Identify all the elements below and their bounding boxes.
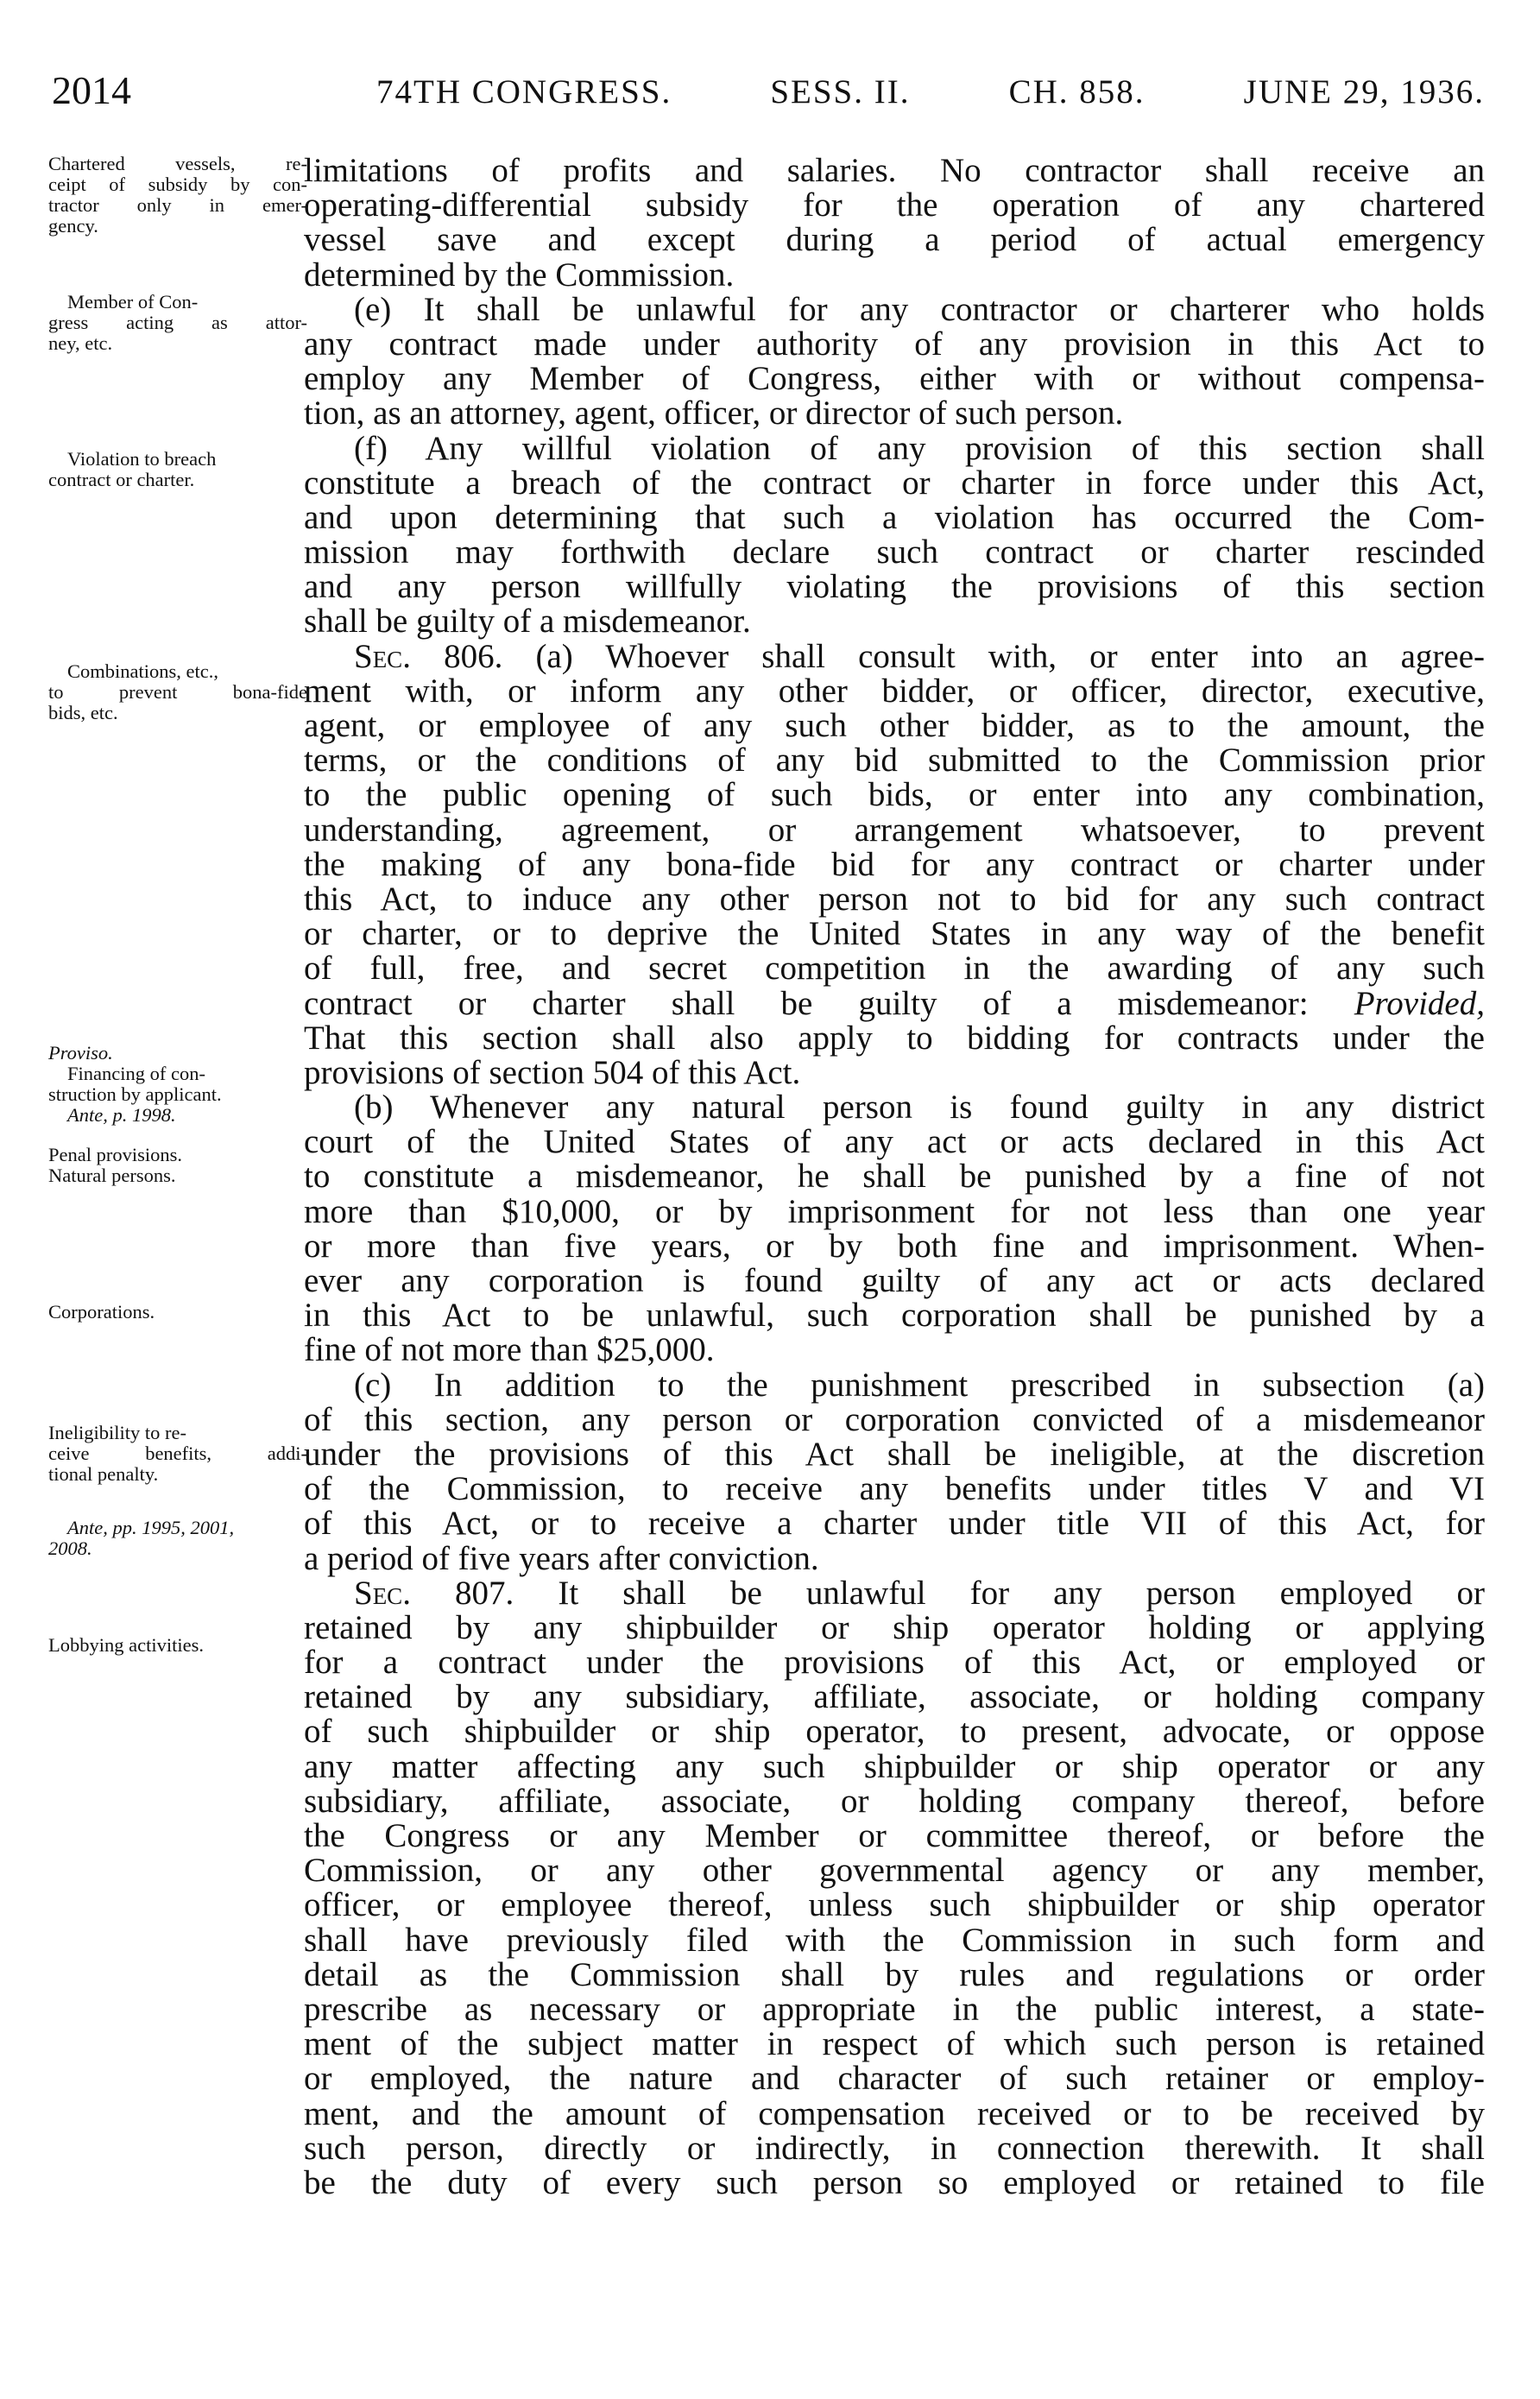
body-line: prescribe as necessary or appropriate in the public interest, a state- — [304, 1990, 1485, 2028]
body-line: or more than five years, or by both fine and imprisonment. When- — [304, 1227, 1485, 1265]
body-line: Sec. 807. It shall be unlawful for any person employed or — [354, 1574, 1485, 1612]
body-line: fine of not more than $25,000. — [304, 1331, 715, 1369]
body-line: to constitute a misdemeanor, he shall be punished by a fine of not — [304, 1158, 1485, 1196]
margin-note-line: ceipt of subsidy by con- — [48, 174, 307, 195]
body-line: retained by any subsidiary, affiliate, associate, or holding company — [304, 1678, 1485, 1716]
body-line: under the provisions of this Act shall be ineligible, at the discretion — [304, 1435, 1485, 1473]
margin-note-proviso — [48, 1043, 307, 1126]
margin-note-line: Penal provisions. — [48, 1144, 182, 1165]
proviso-word: Provided, — [1354, 984, 1485, 1022]
body-line: limitations of profits and salaries. No contractor shall receive an — [304, 152, 1485, 189]
body-line: officer, or employee thereof, unless such shipbuilder or ship operator — [304, 1886, 1485, 1924]
body-line: in this Act to be unlawful, such corporation shall be punished by a — [304, 1297, 1485, 1335]
body-line: ever any corporation is found guilty of any act or acts declared — [304, 1262, 1485, 1299]
body-line: (b) Whenever any natural person is found guilty in any district — [354, 1089, 1485, 1127]
body-line: of such shipbuilder or ship operator, to present, advocate, or oppose — [304, 1713, 1485, 1751]
header-session: SESS. II. — [770, 73, 911, 110]
margin-note-line: to prevent bona-fide — [48, 681, 307, 703]
margin-note-line: Lobbying activities. — [48, 1634, 204, 1656]
margin-note-ante-pp — [48, 1518, 307, 1559]
header-date: JUNE 29, 1936. — [1243, 73, 1485, 110]
margin-note-ineligibility — [48, 1423, 307, 1485]
body-line: constitute a breach of the contract or charter in force under this Act, — [304, 464, 1485, 502]
body-line: of this section, any person or corporation convicted of a misdemeanor — [304, 1400, 1485, 1438]
margin-note-line: contract or charter. — [48, 469, 195, 490]
body-line: be the duty of every such person so employed or retained to file — [304, 2163, 1485, 2201]
body-line: That this section shall also apply to bidding for contracts under the — [304, 1019, 1485, 1057]
margin-note-violation — [48, 449, 307, 490]
margin-note-line: tional penalty. — [48, 1463, 159, 1485]
margin-note-line: Chartered vessels, re- — [48, 153, 307, 174]
margin-note-line: ceive benefits, addi- — [48, 1443, 307, 1464]
section-label: Sec. — [354, 1574, 411, 1612]
header-chapter: CH. 858. — [1008, 73, 1146, 110]
body-line: provisions of section 504 of this Act. — [304, 1053, 801, 1091]
margin-note-line: 2008. — [48, 1537, 92, 1559]
margin-note-line: Member of Con- — [67, 291, 199, 313]
body-line: Sec. 806. (a) Whoever shall consult with, or enter into an agree- — [354, 637, 1485, 675]
margin-note-member-of-congress — [48, 292, 307, 354]
body-line: for a contract under the provisions of this Act, or employed or — [304, 1644, 1485, 1682]
body-line: to the public opening of such bids, or enter into any combination, — [304, 776, 1485, 814]
header-congress: 74TH CONGRESS. — [376, 73, 672, 110]
body-line: operating-differential subsidy for the operation of any chartered — [304, 186, 1485, 224]
margin-note-line: Ineligibility to re- — [48, 1422, 186, 1443]
margin-note-lobbying — [48, 1635, 307, 1656]
margin-note-line: tractor only in emer- — [48, 194, 307, 216]
body-line: ment of the subject matter in respect of which such person is retained — [304, 2025, 1485, 2063]
statute-body — [304, 154, 1485, 2200]
margin-note-penal-provisions — [48, 1145, 307, 1186]
body-line: court of the United States of any act or acts declared in this Act — [304, 1123, 1485, 1161]
body-line: a period of five years after conviction. — [304, 1539, 819, 1577]
body-line: the Congress or any Member or committee thereof, or before the — [304, 1817, 1485, 1854]
margin-note-line: Ante, p. 1998. — [67, 1104, 176, 1126]
margin-note-combinations — [48, 661, 307, 723]
body-line: and upon determining that such a violation has occurred the Com- — [304, 498, 1485, 536]
section-label: Sec. — [354, 637, 411, 675]
body-line: tion, as an attorney, agent, officer, or director of such person. — [304, 395, 1124, 432]
margin-note-line: bids, etc. — [48, 702, 118, 723]
body-line: of the Commission, to receive any benefits under titles V and VI — [304, 1470, 1485, 1508]
header-title — [376, 73, 1485, 111]
body-line: determined by the Commission. — [304, 256, 735, 294]
body-line: and any person willfully violating the provisions of this section — [304, 568, 1485, 606]
page-number: 2014 — [52, 68, 131, 112]
margin-note-line: ney, etc. — [48, 332, 113, 354]
body-line: mission may forthwith declare such contract or charter rescinded — [304, 533, 1485, 571]
margin-note-chartered-vessels — [48, 154, 307, 237]
body-line: this Act, to induce any other person not to bid for any such contract — [304, 880, 1485, 918]
running-header — [52, 67, 1485, 119]
body-line: or employed, the nature and character of such retainer or employ- — [304, 2060, 1485, 2098]
body-line: agent, or employee of any such other bidder, as to the amount, the — [304, 707, 1485, 744]
body-line: the making of any bona-fide bid for any contract or charter under — [304, 845, 1485, 883]
body-line: contract or charter shall be guilty of a misdemeanor: Provided, — [304, 984, 1485, 1022]
body-line: employ any Member of Congress, either with or without compensa- — [304, 360, 1485, 398]
body-line: of this Act, or to receive a charter under title VII of this Act, for — [304, 1505, 1485, 1543]
margin-note-line: Financing of con- — [67, 1063, 205, 1084]
body-line: any matter affecting any such shipbuilder or ship operator or any — [304, 1747, 1485, 1785]
body-line: more than $10,000, or by imprisonment for not less than one year — [304, 1192, 1485, 1230]
body-line: retained by any shipbuilder or ship operator holding or applying — [304, 1608, 1485, 1646]
body-line: (c) In addition to the punishment prescribed in subsection (a) — [354, 1366, 1485, 1404]
body-line: shall have previously filed with the Commission in such form and — [304, 1921, 1485, 1959]
margin-note-line: Corporations. — [48, 1301, 155, 1323]
body-line: (f) Any willful violation of any provision of this section shall — [354, 429, 1485, 467]
body-line: terms, or the conditions of any bid submitted to the Commission prior — [304, 742, 1485, 780]
body-line: or charter, or to deprive the United States in any way of the benefit — [304, 915, 1485, 953]
body-line: of full, free, and secret competition in the awarding of any such — [304, 950, 1485, 988]
body-line: shall be guilty of a misdemeanor. — [304, 603, 751, 641]
margin-note-line: Ante, pp. 1995, 2001, — [67, 1517, 235, 1538]
body-line: vessel save and except during a period of actual emergency — [304, 221, 1485, 259]
margin-note-line: gress acting as attor- — [48, 312, 307, 333]
body-line: subsidiary, affiliate, associate, or holding company thereof, before — [304, 1782, 1485, 1820]
body-line: detail as the Commission shall by rules and regulations or order — [304, 1955, 1485, 1993]
body-line: such person, directly or indirectly, in connection therewith. It shall — [304, 2129, 1485, 2167]
margin-note-line: gency. — [48, 215, 98, 237]
margin-note-line: Violation to breach — [67, 448, 217, 470]
margin-note-line: struction by applicant. — [48, 1083, 222, 1105]
body-line: Commission, or any other governmental agency or any member, — [304, 1852, 1485, 1890]
body-line: ment, and the amount of compensation received or to be received by — [304, 2094, 1485, 2132]
body-line: any contract made under authority of any provision in this Act to — [304, 325, 1485, 363]
margin-note-line: Proviso. — [48, 1042, 113, 1064]
margin-note-line: Natural persons. — [48, 1165, 176, 1186]
margin-note-corporations — [48, 1302, 307, 1323]
body-line: understanding, agreement, or arrangement whatsoever, to prevent — [304, 811, 1485, 849]
body-line: ment with, or inform any other bidder, or officer, director, executive, — [304, 672, 1485, 710]
margin-notes — [24, 153, 307, 2381]
margin-note-line: Combinations, etc., — [67, 660, 218, 682]
body-line: (e) It shall be unlawful for any contractor or charterer who holds — [354, 290, 1485, 328]
